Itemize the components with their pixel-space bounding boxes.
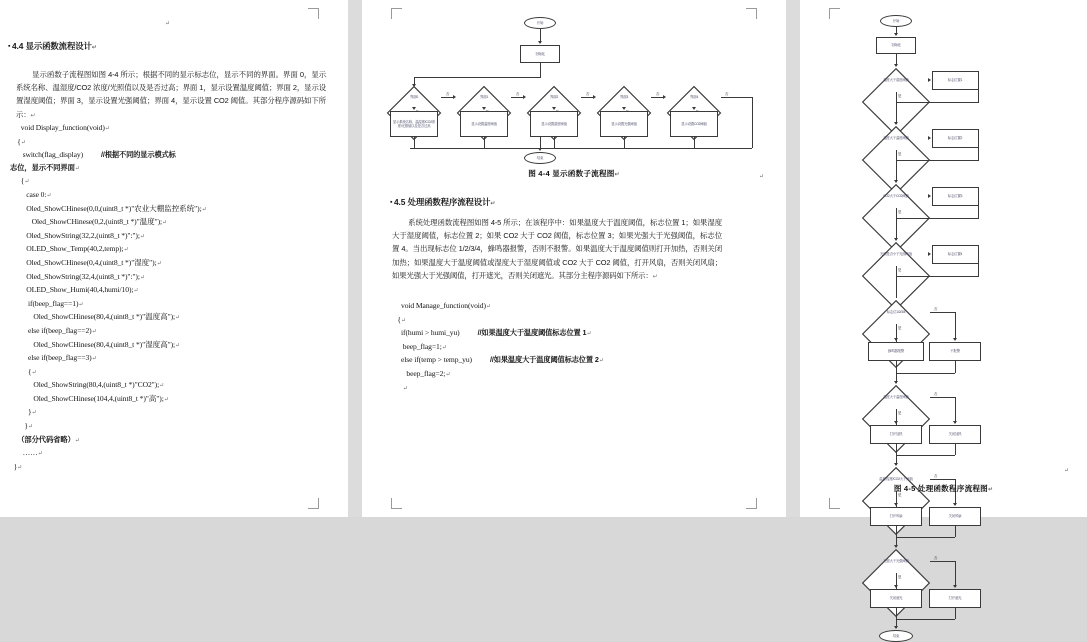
code-line: ……↵ [22, 448, 43, 458]
code-block-manage-function [392, 300, 752, 395]
action-0 [932, 71, 979, 90]
connector-line [896, 619, 955, 620]
code-text: beep_flag=1; [402, 341, 442, 351]
branch-label-yes-heat: 是 [898, 410, 902, 415]
page-middle [362, 0, 786, 517]
code-line: ↵ [402, 385, 408, 392]
node-label: 显示设置光强阈值 [611, 121, 637, 126]
connector-line [554, 137, 555, 148]
connector-arrow [894, 33, 898, 36]
node-label: 打开加热 [889, 432, 903, 437]
node-label: 标志位置4 [947, 251, 963, 256]
code-text: OLED_Show_Temp(40,2,temp); [26, 244, 124, 254]
node-end [524, 152, 556, 164]
connector-line [896, 92, 897, 102]
node-label: 界面4 [689, 94, 699, 99]
code-text: void Display_function(void) [20, 123, 105, 132]
code-line: Oled_ShowCHinese(104,4,(uint8_t *)"高");↵ [33, 393, 169, 403]
connector-line [540, 137, 541, 148]
node-label: 界面1 [479, 94, 489, 99]
action-1 [932, 129, 979, 148]
heading-bullet: ▪ [390, 199, 393, 206]
code-text: Oled_ShowCHinese(80,4,(uint8_t *)"温度高"); [33, 312, 176, 322]
connector-arrow [538, 148, 542, 151]
action-2 [932, 187, 979, 206]
paragraph-mark-fig45: ↵ [1063, 468, 1069, 474]
code-line: {↵ [28, 366, 37, 376]
connector-line [896, 537, 955, 538]
node-start [524, 17, 556, 29]
crop-mark-bottom-right [308, 498, 319, 509]
branch-label-no-light: 否 [934, 556, 938, 560]
paragraph-mark-fig44: ↵ [758, 174, 764, 180]
connector-line [896, 444, 897, 455]
decision-light [862, 549, 930, 573]
branch-label-yes-2: 是 [898, 209, 902, 214]
code-text: else if(beep_flag==3) [28, 353, 92, 363]
connector-line [896, 455, 955, 456]
figure-caption-4-5: 图 4-5 处理函数程序流程图↵ [893, 484, 994, 493]
heading-bullet: ▪ [8, 43, 11, 50]
node-label: 蜂鸣器报警 [888, 349, 904, 354]
code-line: {↵ [17, 136, 26, 146]
action-1 [460, 111, 508, 137]
code-line: Oled_ShowCHinese(0,4,(uint8_t *)"湿度");↵ [26, 257, 162, 267]
code-line: if(beep_flag==1)↵ [28, 298, 84, 308]
action-beep-no [929, 342, 981, 361]
action-heat-no [929, 425, 981, 444]
crop-mark-bottom-left [829, 498, 840, 509]
figure-caption-4-4: 图 4-4 显示函数子流程图↵ [528, 169, 620, 178]
connector-line [930, 479, 955, 480]
code-text: if(humi > humi_yu) [401, 328, 460, 338]
code-line: if(humi > humi_yu) //如果温度大于温度阈值标志位置 1↵ [401, 328, 592, 338]
code-line: Oled_ShowCHinese(80,4,(uint8_t *)"湿度高");↵ [33, 339, 180, 349]
connector-line [955, 526, 956, 537]
code-text: { [397, 314, 401, 324]
connector-line [978, 80, 979, 102]
code-text: OLED_Show_Humi(40,4,humi/10); [26, 285, 134, 295]
code-line [10, 149, 340, 162]
code-text: switch(flag_display) [22, 150, 84, 160]
connector-arrow [928, 194, 931, 198]
decision-1 [862, 126, 930, 150]
connector-arrow [894, 238, 898, 241]
decision-2 [862, 184, 930, 208]
code-text: } [24, 421, 28, 431]
decision-0 [862, 68, 930, 92]
code-text: 志位，显示不同界面 [10, 162, 75, 172]
connector-line [930, 397, 955, 398]
code-line: void Manage_function(void)↵ [401, 301, 491, 310]
connector-line [896, 208, 897, 218]
connector-line [930, 312, 955, 313]
connector-arrow [894, 64, 898, 67]
connector-line [896, 102, 897, 124]
node-label: 不报警 [950, 349, 960, 354]
code-text: Oled_ShowCHinese(0,0,(uint8_t *)"农业大棚监控系统"); [26, 203, 202, 213]
connector-arrow [894, 180, 898, 183]
node-label: 开始 [892, 18, 900, 23]
node-label: 标志位1/2/3/4 [886, 309, 906, 314]
connector-line [624, 137, 625, 148]
code-text: else if(temp > temp_yu) [401, 355, 472, 365]
branch-label-yes-3: 是 [898, 267, 902, 272]
connector-line [896, 608, 897, 619]
code-line: Oled_ShowString(32,2,(uint8_t *)":");↵ [26, 230, 145, 240]
code-line: Oled_ShowCHinese(80,4,(uint8_t *)"温度高");↵ [33, 312, 180, 322]
connector-arrow [953, 421, 957, 424]
code-text: } [28, 407, 32, 417]
code-text: Oled_ShowCHinese(0,2,(uint8_t *)"温度"); [31, 217, 163, 227]
crop-mark-bottom-right [746, 498, 757, 509]
branch-label-no-3: 否 [656, 92, 660, 96]
code-text: { [28, 366, 32, 376]
node-label: 初始化 [891, 43, 901, 48]
code-line: beep_flag=2;↵ [406, 368, 451, 378]
code-line: }↵ [13, 461, 23, 471]
code-line: case 0:↵ [26, 189, 52, 199]
action-3 [600, 111, 648, 137]
node-label: 标志位置2 [947, 135, 963, 140]
connector-arrow [953, 585, 957, 588]
branch-label-no-heat: 否 [934, 392, 938, 396]
action-light-no [929, 589, 981, 608]
connector-line [896, 526, 897, 537]
decision-beep [862, 300, 930, 324]
connector-arrow [894, 463, 898, 466]
connector-arrow [894, 545, 898, 548]
code-text: Oled_ShowString(32,4,(uint8_t *)":"); [26, 271, 140, 281]
code-comment: //如果温度大于温度阈值标志位置 1 [477, 328, 587, 338]
code-text: { [17, 136, 21, 146]
connector-line [930, 561, 955, 562]
crop-mark-top-right [308, 8, 319, 19]
decision-1 [457, 86, 511, 108]
connector-line [896, 160, 897, 182]
code-line: Oled_ShowString(32,4,(uint8_t *)":");↵ [26, 271, 145, 281]
connector-arrow [663, 95, 666, 99]
connector-line [955, 444, 956, 455]
code-line: OLED_Show_Humi(40,4,humi/10);↵ [26, 285, 139, 295]
connector-line [955, 608, 956, 619]
code-text: Oled_ShowString(80,4,(uint8_t *)"CO2"); [33, 380, 160, 390]
decision-4 [667, 86, 721, 108]
connector-arrow [953, 503, 957, 506]
connector-arrow [894, 585, 898, 588]
connector-arrow [453, 95, 456, 99]
connector-line [752, 97, 753, 148]
connector-arrow [928, 136, 931, 140]
connector-line [978, 138, 979, 160]
code-text: { [20, 176, 25, 186]
decision-3 [862, 242, 930, 266]
node-label: 显示设置湿度阈值 [541, 121, 567, 126]
connector-line [896, 373, 955, 374]
action-3 [932, 245, 979, 264]
connector-line [955, 312, 956, 340]
action-0 [390, 111, 438, 137]
connector-line [540, 63, 541, 77]
connector-line [896, 160, 979, 161]
branch-label-no-4: 否 [725, 92, 729, 96]
action-beep-yes [868, 342, 924, 361]
code-block-display-function [10, 122, 340, 474]
code-line: Oled_ShowCHinese(0,0,(uint8_t *)"农业大棚监控系统");↵ [26, 203, 207, 213]
connector-line [978, 196, 979, 218]
decision-heat [862, 385, 930, 409]
node-start [880, 15, 912, 27]
node-init [876, 37, 916, 54]
connector-arrow [928, 252, 931, 256]
body-paragraph-4-5: 系统处理函数流程图如图 4-5 所示；在该程序中：如果温度大于温度阈值，标志位置 1；如果湿度大于湿度阈值，标志位置 2；如果 CO2 大于 CO2 阈值，标志位置 3；如果光强大于光强阈值，标志位置 4。当出现标志位 1/2/3/4，蜂鸣器报警，否则不报警。如果温度大于温度阈值则打开加热，否则关闭加热；如果温度大于温度阈值或湿度大于湿度阈值或 CO2 大于 CO2 阈值，打开风扇，否则关闭风扇；如果光强大于光强阈值，打开遮光，否则关闭遮光。其部分主程序源码如下所示：↵ [392, 218, 722, 280]
node-label: 界面2 [549, 94, 559, 99]
code-line: {↵ [20, 176, 30, 186]
branch-label-yes-fan: 是 [898, 492, 902, 497]
connector-arrow [894, 626, 898, 629]
connector-arrow [894, 503, 898, 506]
action-light-yes [870, 589, 922, 608]
decision-2 [527, 86, 581, 108]
branch-label-no-fan: 否 [934, 474, 938, 478]
action-2 [530, 111, 578, 137]
code-comment: //根据不同的显示模式标 [101, 150, 176, 160]
code-line: {↵ [397, 314, 406, 324]
node-label: 打开遮光 [948, 596, 962, 601]
decision-3 [597, 86, 651, 108]
node-label: 湿度大于湿度阈值 [883, 77, 909, 82]
connector-arrow [894, 338, 898, 341]
node-label: 温度/湿度/CO2大于阈值 [879, 476, 913, 481]
connector-line [694, 137, 695, 148]
connector-arrow [953, 338, 957, 341]
connector-arrow [593, 95, 596, 99]
branch-label-yes-0: 是 [898, 93, 902, 98]
action-fan-no [929, 507, 981, 526]
branch-label-no-2: 否 [586, 92, 590, 96]
connector-line [955, 361, 956, 373]
connector-line [896, 276, 979, 277]
connector-line [896, 266, 897, 276]
paragraph-mark-top: ↵ [165, 21, 171, 27]
page-left [0, 0, 348, 517]
action-fan-yes [870, 507, 922, 526]
node-label: 显示系统名称、温湿度/CO2浓度/光照值以及是否过高 [392, 119, 436, 128]
decision-0 [387, 86, 441, 108]
node-end [879, 630, 913, 642]
branch-label-no-1: 否 [516, 92, 520, 96]
code-line: }↵ [28, 407, 37, 417]
connector-line [414, 77, 541, 78]
connector-line [896, 218, 897, 240]
section-heading-4-4: ▪ 4.4 显示函数流程设计↵ [8, 41, 97, 51]
node-label: 关闭加热 [948, 432, 962, 437]
code-line: else if(beep_flag==2)↵ [28, 325, 97, 335]
code-line: else if(temp > temp_yu) //如果温度大于温度阈值标志位置 2↵ [401, 355, 604, 365]
node-label: 标志位置1 [947, 77, 963, 82]
node-label: CO2大于CO2阈值 [883, 193, 909, 198]
section-heading-4-5: ▪ 4.5 处理函数程序流程设计↵ [390, 197, 496, 207]
node-label: 显示设置CO2阈值 [681, 121, 707, 126]
branch-label-yes-beep: 是 [898, 325, 902, 330]
connector-line [414, 137, 415, 148]
node-label: 光照是否小于光照阈值 [880, 251, 912, 256]
code-line: Oled_ShowString(80,4,(uint8_t *)"CO2");↵ [33, 380, 165, 390]
page-right [800, 0, 1087, 638]
connector-line [896, 361, 897, 373]
code-text: …… [22, 448, 38, 458]
node-label: 光强大于光强阈值 [883, 558, 909, 563]
connector-line [410, 148, 752, 149]
node-label: 界面3 [619, 94, 629, 99]
code-text: Oled_ShowCHinese(0,4,(uint8_t *)"湿度"); [26, 257, 157, 267]
action-heat-yes [870, 425, 922, 444]
code-text: Oled_ShowCHinese(104,4,(uint8_t *)"高"); [33, 393, 164, 403]
node-init [520, 45, 560, 63]
action-4 [670, 111, 718, 137]
code-line: else if(beep_flag==3)↵ [28, 353, 97, 363]
code-line: 志位，显示不同界面↵ [10, 162, 80, 172]
connector-line [896, 218, 979, 219]
node-label: 结束 [536, 155, 544, 160]
node-label: 温度大于温度阈值 [883, 135, 909, 140]
connector-arrow [538, 41, 542, 44]
branch-label-yes-light: 是 [898, 574, 902, 579]
connector-line [955, 561, 956, 587]
connector-line [978, 254, 979, 276]
code-text: void Manage_function(void) [401, 301, 486, 310]
node-label: 标志位置3 [947, 193, 963, 198]
code-line: beep_flag=1;↵ [402, 341, 447, 351]
connector-arrow [523, 95, 526, 99]
code-line: void Display_function(void)↵ [20, 123, 110, 132]
code-text: Oled_ShowCHinese(80,4,(uint8_t *)"湿度高"); [33, 339, 176, 349]
node-label: 关闭风扇 [948, 514, 962, 519]
branch-label-no-beep: 否 [934, 307, 938, 311]
connector-line [484, 137, 485, 148]
node-label: 显示设置温度阈值 [471, 121, 497, 126]
connector-line [896, 150, 897, 160]
branch-label-yes-1: 是 [898, 151, 902, 156]
code-line: }↵ [24, 421, 33, 431]
connector-arrow [928, 78, 931, 82]
connector-arrow [894, 421, 898, 424]
node-label: 打开风扇 [889, 514, 903, 519]
code-line: （部分代码省略）↵ [17, 434, 80, 444]
code-text: beep_flag=2; [406, 368, 446, 378]
flowchart-display-function [362, 0, 786, 170]
code-line: Oled_ShowCHinese(0,2,(uint8_t *)"温度");↵ [31, 217, 167, 227]
body-paragraph-4-4: 显示函数子流程图如图 4-4 所示；根据不同的显示标志位，显示不同的界面。界面 0，显示系统名称、温湿度/CO2 浓度/光照值以及是否过高；界面 1，显示设置温度阈值；界面 2，显示设置湿度阈值；界面 3，显示设置光强阈值；界面 4，显示设置 CO2 阈值。其部分程序源码如下所示：↵ [16, 70, 326, 119]
code-text: case 0: [26, 189, 47, 199]
crop-mark-bottom-left [391, 498, 402, 509]
connector-line [955, 397, 956, 423]
connector-arrow [894, 122, 898, 125]
code-text: （部分代码省略） [17, 434, 75, 444]
code-text: Oled_ShowString(32,2,(uint8_t *)":"); [26, 230, 140, 240]
node-label: 结束 [892, 633, 900, 638]
connector-line [896, 102, 979, 103]
node-label: 关闭遮光 [889, 596, 903, 601]
branch-label-no-0: 否 [446, 92, 450, 96]
code-line: OLED_Show_Temp(40,2,temp);↵ [26, 244, 129, 254]
connector-line [721, 97, 752, 98]
code-text: else if(beep_flag==2) [28, 325, 92, 335]
node-label: 温度大于温度阈值 [883, 394, 909, 399]
code-text: } [13, 461, 18, 471]
connector-line [896, 276, 897, 298]
node-label: 开始 [536, 20, 544, 25]
code-comment: //如果温度大于温度阈值标志位置 2 [489, 355, 599, 365]
connector-arrow [894, 381, 898, 384]
code-text: if(beep_flag==1) [28, 298, 79, 308]
node-label: 初始化 [535, 51, 545, 56]
node-label: 界面0 [409, 94, 419, 99]
